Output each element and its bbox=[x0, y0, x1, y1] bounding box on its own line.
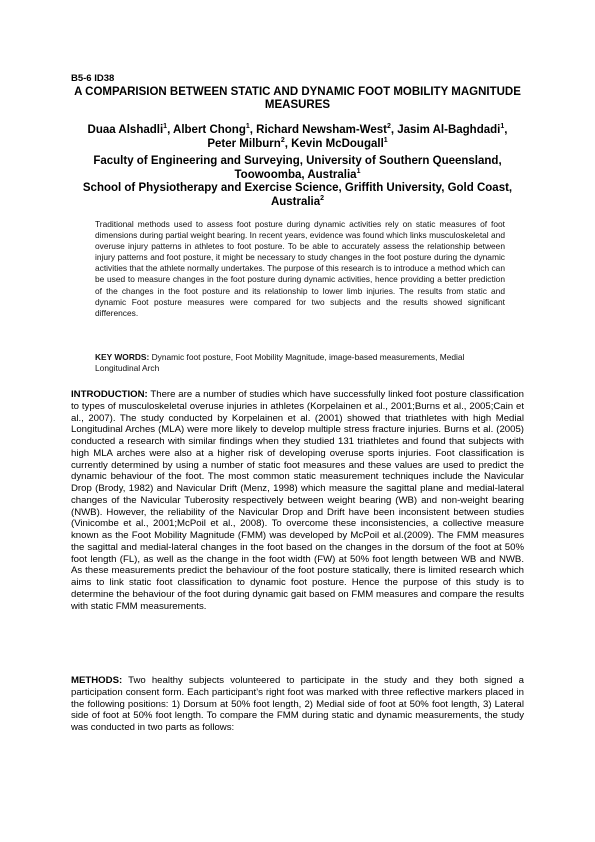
author-name: Albert Chong bbox=[173, 124, 246, 136]
author-list bbox=[60, 124, 535, 151]
author bbox=[291, 138, 388, 150]
author-separator: , bbox=[504, 124, 508, 136]
paper-title: A COMPARISION BETWEEN STATIC AND DYNAMIC FOOT MOBILITY MAGNITUDE MEASURES bbox=[74, 86, 521, 111]
introduction-section bbox=[71, 389, 524, 612]
affiliation-mark: 2 bbox=[320, 194, 325, 202]
author-separator: , bbox=[167, 124, 174, 136]
affiliation bbox=[60, 182, 535, 209]
affiliation-text: Faculty of Engineering and Surveying, University of Southern Queensland, Toowoomba, Australia bbox=[93, 155, 502, 181]
affiliation-text: School of Physiotherapy and Exercise Science, Griffith University, Gold Coast, Australia bbox=[82, 182, 513, 208]
author-name: Peter Milburn bbox=[207, 137, 281, 150]
author-affiliation-mark: 1 bbox=[383, 136, 388, 144]
methods-text: Two healthy subjects volunteered to participate in the study and they both signed a participation consent form. Each participant’s right foot was marked with three reflective markers placed in the following positions: 1) Dorsum at 50% foot length, 2) Medial side of foot at 50% foot length, 3) Lateral side of foot at 50% foot length. To compare the FMM during static and dynamic measurements, the study was conducted in two parts as follows: bbox=[71, 675, 524, 733]
author-name: Richard Newsham-West bbox=[256, 124, 387, 136]
author-separator: , bbox=[284, 137, 292, 150]
keywords-label: KEY WORDS: bbox=[95, 352, 150, 362]
author-name: Duaa Alshadli bbox=[87, 124, 164, 136]
author-name: Kevin McDougall bbox=[291, 137, 384, 150]
affiliation bbox=[60, 155, 535, 182]
introduction-heading: INTRODUCTION: bbox=[71, 389, 148, 400]
author bbox=[173, 124, 256, 136]
paper-code: B5-6 ID38 bbox=[71, 73, 115, 84]
introduction-text: There are a number of studies which have successfully linked foot posture classification to types of musculoskeletal overuse injuries in athletes (Korpelainen et al., 2001;Burns et al., 2005;Cain et al., 2007). The study conducted by Korpelainen et al. (2001) showed that triathletes with high Medial Longitudinal Arches (MLA) were more likely to develop multiple stress fracture injuries. Burns et al. (2005) conducted a research with similar findings when they studied 131 triathletes and found that subjects with high MLA arches were also at a higher risk of developing overuse sports injuries. Foot classification is currently determined by using a number of static foot measures and these values are used to predict the dynamic behaviour of the foot. The most common static measurement techniques include the Navicular Drop (Brody, 1982) and Navicular Drift (Menz, 1998) which measure the sagittal plane and medial-lateral changes of the Navicular Tuberosity respectively between weight bearing (WB) and non-weight bearing (NWB). However, the reliability of the Navicular Drop and Drift have been inconsistent between studies (Vinicombe et al., 2001;McPoil et al., 2008). To overcome these inconsistencies, a collective measure known as the Foot Mobility Magnitude (FMM) was developed by McPoil et al.(2009). The FMM measures the sagittal and medial-lateral changes in the foot based on the changes in the dorsum of the foot at 50% foot length (FL), as well as the change in the foot width (FW) at 50% foot length between WB and NWB. As these measurements predict the behaviour of the foot posture statically, there is limited research which aims to link static foot classification to dynamic foot posture. Hence the purpose of this study is to determine the behaviour of the foot during dynamic gait based on FMM measures and compare the results with static FMM measurements. bbox=[71, 389, 524, 612]
keywords bbox=[95, 352, 505, 374]
author-affiliation-mark: 2 bbox=[386, 123, 391, 131]
author-separator: , bbox=[249, 124, 257, 136]
author-affiliation-mark: 1 bbox=[245, 123, 250, 131]
author bbox=[88, 124, 174, 136]
author-affiliation-mark: 1 bbox=[163, 123, 168, 131]
methods-heading: METHODS: bbox=[71, 675, 123, 686]
author-affiliation-mark: 1 bbox=[500, 123, 505, 131]
author bbox=[397, 124, 507, 136]
author bbox=[207, 138, 291, 150]
keywords-text: Dynamic foot posture, Foot Mobility Magnitude, image-based measurements, Medial Longitudinal Arch bbox=[95, 352, 465, 374]
author bbox=[256, 124, 397, 136]
methods-section bbox=[71, 675, 524, 734]
affiliation-list bbox=[60, 155, 535, 209]
affiliation-mark: 1 bbox=[356, 167, 361, 175]
abstract: Traditional methods used to assess foot posture during dynamic activities rely on static measures of foot dimensions during partial weight bearing. In recent years, evidence was found which links musculoskeletal and overuse injury patterns in athletes to foot posture. To be able to accurately assess the relationship between injury patterns and foot posture, it might be necessary to study changes in the foot posture during the dynamic activities that the athlete normally undertakes. The purpose of this research is to introduce a method which can be used to measure changes in the foot posture during dynamic activities, hence providing a better prediction of the changes in the foot posture and its relationship to lower limb injuries. The results from static and dynamic Foot posture measures were compared for two subjects and the results showed significant differences. bbox=[95, 219, 505, 318]
author-name: Jasim Al-Baghdadi bbox=[397, 124, 501, 136]
author-separator: , bbox=[390, 124, 398, 136]
author-affiliation-mark: 2 bbox=[280, 136, 285, 144]
